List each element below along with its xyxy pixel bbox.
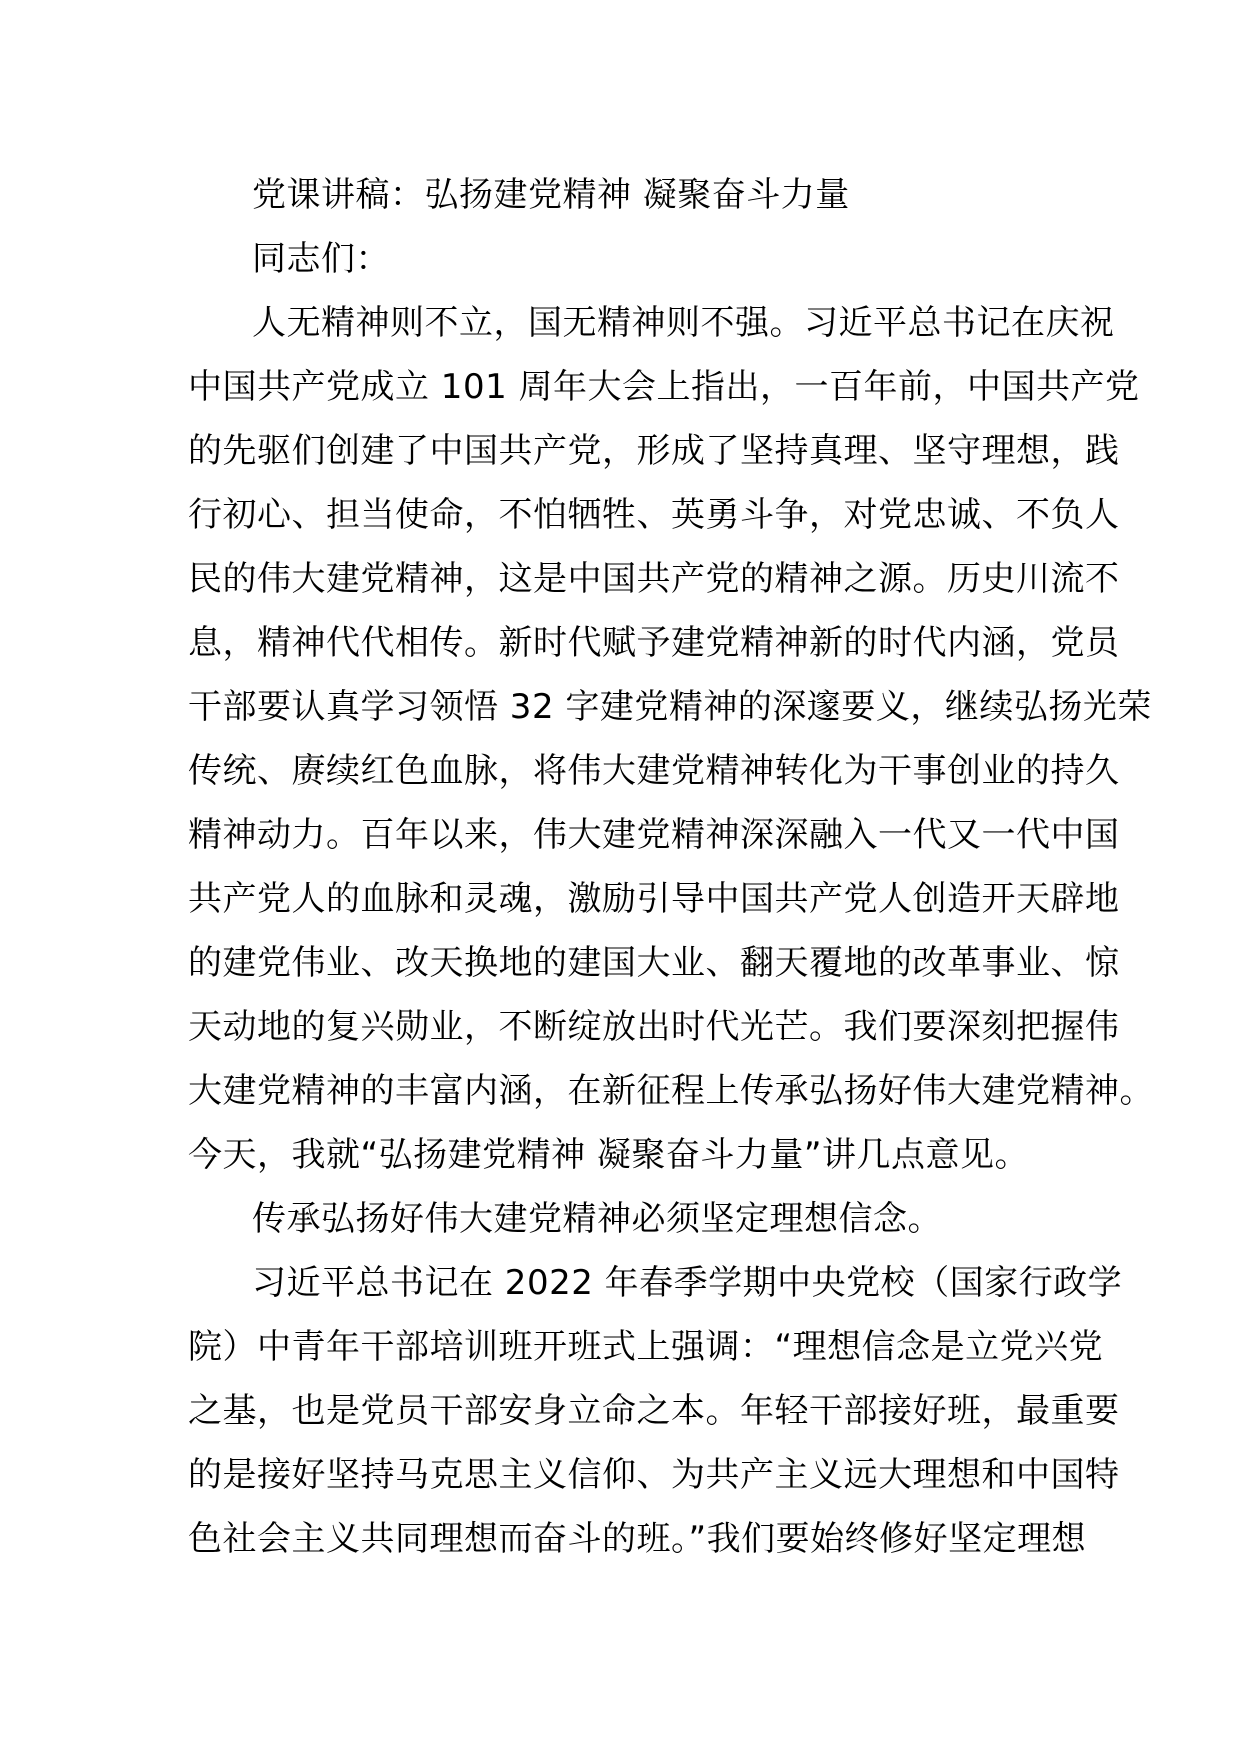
paragraph-line: 精神动力。百年以来，伟大建党精神深深融入一代又一代中国 bbox=[188, 815, 1120, 855]
paragraph-line: 共产党人的血脉和灵魂，激励引导中国共产党人创造开天辟地 bbox=[188, 879, 1120, 919]
paragraph-line: 大建党精神的丰富内涵，在新征程上传承弘扬好伟大建党精神。 bbox=[188, 1071, 1154, 1111]
section-heading: 传承弘扬好伟大建党精神必须坚定理想信念。 bbox=[252, 1199, 942, 1239]
paragraph-line: 习近平总书记在 2022 年春季学期中央党校（国家行政学 bbox=[252, 1263, 1123, 1303]
paragraph-line: 中国共产党成立 101 周年大会上指出，一百年前，中国共产党 bbox=[188, 367, 1140, 407]
document-title: 党课讲稿：弘扬建党精神 凝聚奋斗力量 bbox=[252, 175, 850, 215]
paragraph-line: 色社会主义共同理想而奋斗的班。”我们要始终修好坚定理想 bbox=[188, 1519, 1087, 1559]
paragraph-line: 的先驱们创建了中国共产党，形成了坚持真理、坚守理想，践 bbox=[188, 431, 1120, 471]
paragraph-line: 之基，也是党员干部安身立命之本。年轻干部接好班，最重要 bbox=[188, 1391, 1120, 1431]
paragraph-line: 的是接好坚持马克思主义信仰、为共产主义远大理想和中国特 bbox=[188, 1455, 1120, 1495]
paragraph-line: 息，精神代代相传。新时代赋予建党精神新的时代内涵，党员 bbox=[188, 623, 1120, 663]
paragraph-line: 院）中青年干部培训班开班式上强调：“理想信念是立党兴党 bbox=[188, 1327, 1104, 1367]
salutation: 同志们： bbox=[252, 239, 390, 279]
paragraph-line: 民的伟大建党精神，这是中国共产党的精神之源。历史川流不 bbox=[188, 559, 1120, 599]
paragraph-line: 的建党伟业、改天换地的建国大业、翻天覆地的改革事业、惊 bbox=[188, 943, 1120, 983]
paragraph-line: 行初心、担当使命，不怕牺牲、英勇斗争，对党忠诚、不负人 bbox=[188, 495, 1120, 535]
paragraph-line: 干部要认真学习领悟 32 字建党精神的深邃要义，继续弘扬光荣 bbox=[188, 687, 1152, 727]
paragraph-line: 人无精神则不立，国无精神则不强。习近平总书记在庆祝 bbox=[252, 303, 1115, 343]
paragraph-line: 天动地的复兴勋业，不断绽放出时代光芒。我们要深刻把握伟 bbox=[188, 1007, 1120, 1047]
paragraph-line: 传统、赓续红色血脉，将伟大建党精神转化为干事创业的持久 bbox=[188, 751, 1120, 791]
paragraph-line: 今天，我就“弘扬建党精神 凝聚奋斗力量”讲几点意见。 bbox=[188, 1135, 1030, 1175]
